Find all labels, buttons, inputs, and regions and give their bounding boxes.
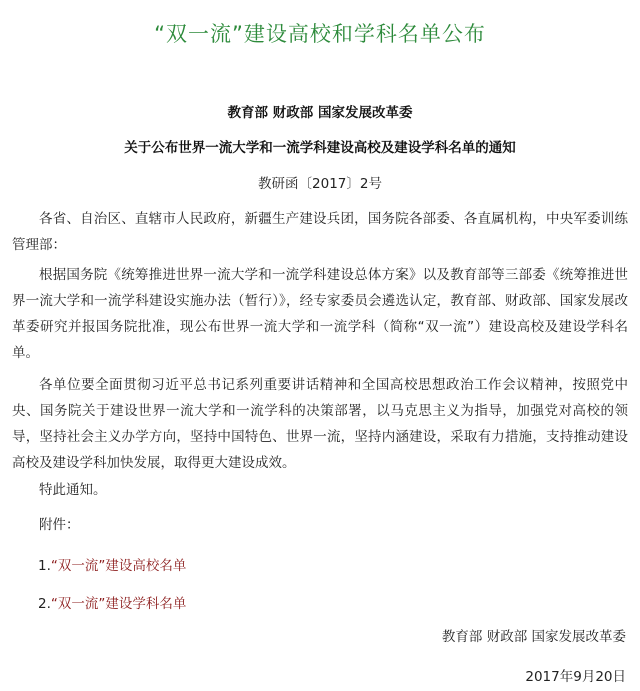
document-number: 教研函〔2017〕2号 [258,176,382,192]
notice-title: 关于公布世界一流大学和一流学科建设高校及建设学科名单的通知 [124,140,516,156]
signature-issuer: 教育部 财政部 国家发展改革委 [441,629,626,645]
issuer-heading: 教育部 财政部 国家发展改革委 [227,105,413,121]
attachment-number: 1. [38,558,51,574]
body-paragraph-2: 各单位要全面贯彻习近平总书记系列重要讲话精神和全国高校思想政治工作会议精神，按照党中央、国务院关于建设世界一流大学和一流学科的决策部署，以马克思主义为指导，加强党对高校的领导，坚持社会主义办学方向，坚持中国特色、世界一流，坚持内涵建设，采取有力措施，支持推动建设高校及建设学科加快发展，取得更大建设成效。 [12,377,628,471]
attachment-number: 2. [38,596,51,612]
attachments-label: 附件： [39,517,80,533]
attachment-label: “双一流”建设高校名单 [50,558,187,574]
salutation-paragraph: 各省、自治区、直辖市人民政府，新疆生产建设兵团，国务院各部委、各直属机构，中央军委训练管理部： [12,211,628,253]
body-paragraph-1: 根据国务院《统筹推进世界一流大学和一流学科建设总体方案》以及教育部等三部委《统筹推进世界一流大学和一流学科建设实施办法（暂行）》，经专家委员会遴选认定，教育部、财政部、国家发展改革委研究并报国务院批准，现公布世界一流大学和一流学科（简称“双一流”）建设高校及建设学科名单。 [12,267,628,361]
signature-date: 2017年9月20日 [525,669,626,685]
attachment-link-university-list[interactable] [38,554,186,574]
page-title: “双一流”建设高校和学科名单公布 [154,22,486,46]
attachment-label: “双一流”建设学科名单 [50,596,187,612]
attachment-link-discipline-list[interactable] [38,592,186,612]
closing-paragraph: 特此通知。 [39,482,107,498]
